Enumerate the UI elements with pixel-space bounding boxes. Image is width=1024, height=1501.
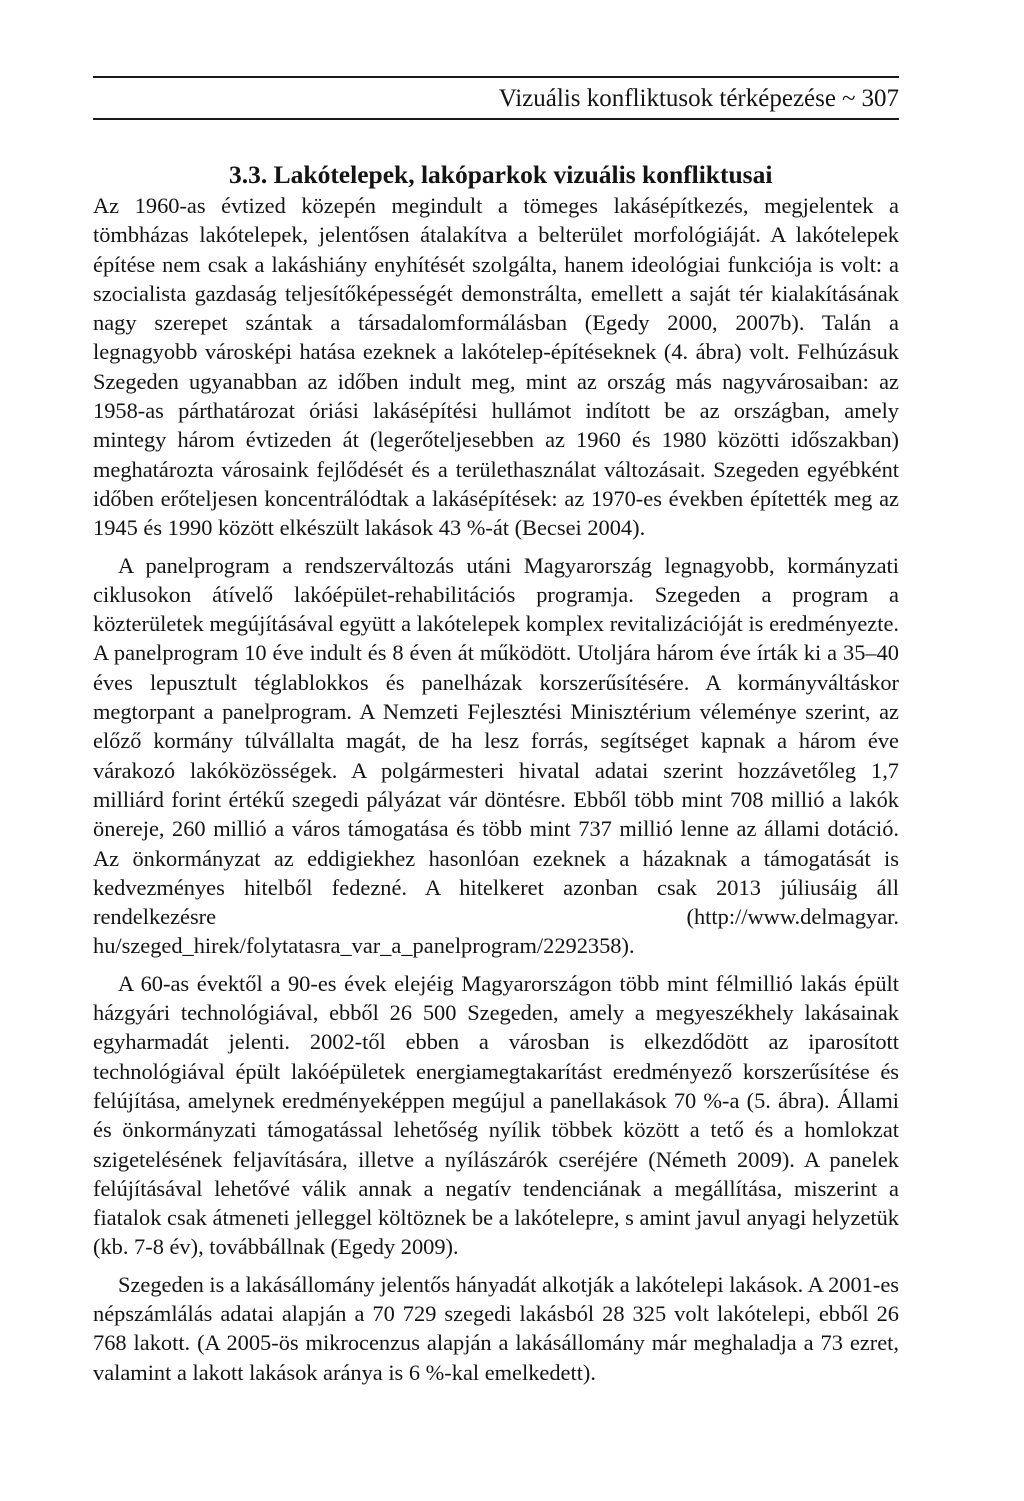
book-page	[93, 0, 899, 1501]
paragraph-4: Szegeden is a lakásállomány jelentős hányadát alkotják a lakótelepi lakások. A 2001-es népszámlálás adatai alapján a 70 729 szegedi lakásból 28 325 volt lakótelepi, ebből 26 768 lakott. (A 2005-ös mikrocenzus alapján a lakásállomány már meghaladja a 73 ezret, valamint a lakott lakások aránya is 6 %-kal emelkedett).	[93, 1271, 899, 1385]
paragraph-3: A 60-as évektől a 90-es évek elejéig Magyarországon több mint félmillió lakás épült házgyári technológiával, ebből 26 500 Szegeden, amely a megyeszékhely lakásainak egyharmadát jelenti. 2002-től ebben a városban is elkezdődött az iparosított technológiával épült lakóépületek energiamegtakarítást eredményező korszerűsítése és felújítása, amelynek eredményeképpen megújul a panellakások 70 %-a (5. ábra). Állami és önkormányzati támogatással lehetőség nyílik többek között a tető és a homlokzat szigetelésének feljavítására, illetve a nyílászárók cseréjére (Németh 2009). A panelek felújításával lehetővé válik annak a negatív tendenciának a megállítása, miszerint a fiatalok csak átmeneti jelleggel költöznek be a lakótelepre, s amint javul anyagi helyzetük (kb. 7-8 év), továbbállnak (Egedy 2009).	[93, 970, 899, 1260]
body-text	[93, 191, 899, 1395]
running-header	[499, 84, 899, 114]
paragraph-2: A panelprogram a rendszerváltozás utáni Magyarország legnagyobb, kormányzati ciklusokon átívelő lakóépület-rehabilitációs programja. Szegeden a program a közterületek megújításával együtt a lakótelepek komplex revitalizációját is eredményezte. A panelprogram 10 éve indult és 8 éven át működött. Utoljára három éve írták ki a 35–40 éves lepusztult téglablokkos és panelházak korszerűsítésére. A kormányváltáskor megtorpant a panelprogram. A Nemzeti Fejlesztési Minisztérium véleménye szerint, az előző kormány túlvállalta magát, de ha lesz forrás, segítséget kapnak a három éve várakozó lakóközösségek. A polgármesteri hivatal adatai szerint hozzávetőleg 1,7 milliárd forint értékű szegedi pályázat vár döntésre. Ebből több mint 708 millió a lakók önereje, 260 millió a város támogatása és több mint 737 millió lenne az állami dotáció. Az önkormányzat az eddigiekhez hasonlóan ezeknek a házaknak a támogatását is kedvezményes hitelből fedezné. A hitelkeret azonban csak 2013 júliusáig áll rendelkezésre (http://www.delmagyar.​hu/szeged_hirek/folytatasra_var_a_panelprogram/2292358).	[93, 552, 899, 959]
running-title: Vizuális konfliktusok térképezése	[498, 85, 836, 112]
paragraph-1: Az 1960-as évtized közepén megindult a tömeges lakásépítkezés, megjelentek a tömbházas lakótelepek, jelentősen átalakítva a belterület morfológiáját. A lakótelepek építése nem csak a lakáshiány enyhítését szolgálta, hanem ideológiai funkciója is volt: a szocialista gazdaság teljesítőképességét demonstrálta, emellett a saját tér kialakításának nagy szerepet szántak a társadalomformálásban (Egedy 2000, 2007b). Talán a legnagyobb városképi hatása ezeknek a lakótelep-építéseknek (4. ábra) volt. Felhúzásuk Szegeden ugyanabban az időben indult meg, mint az ország más nagyvárosaiban: az 1958-as párthatározat óriási lakásépítési hullámot indított be az országban, amely mintegy három évtizeden át (legerőteljesebben az 1960 és 1980 közötti időszakban) meghatározta városaink fejlődését és a területhasználat változásait. Szegeden egyébként időben erőteljesen koncentrálódtak a lakásépítések: az 1970-es években építették meg az 1945 és 1990 között elkészült lakások 43 %-át (Becsei 2004).	[93, 193, 899, 541]
header-rule-top	[93, 76, 899, 78]
header-separator: ~	[841, 85, 856, 112]
header-rule-bottom	[93, 118, 899, 120]
section-title: 3.3. Lakótelepek, lakóparkok vizuális konfliktusai	[229, 160, 773, 189]
page-number: 307	[861, 85, 899, 112]
